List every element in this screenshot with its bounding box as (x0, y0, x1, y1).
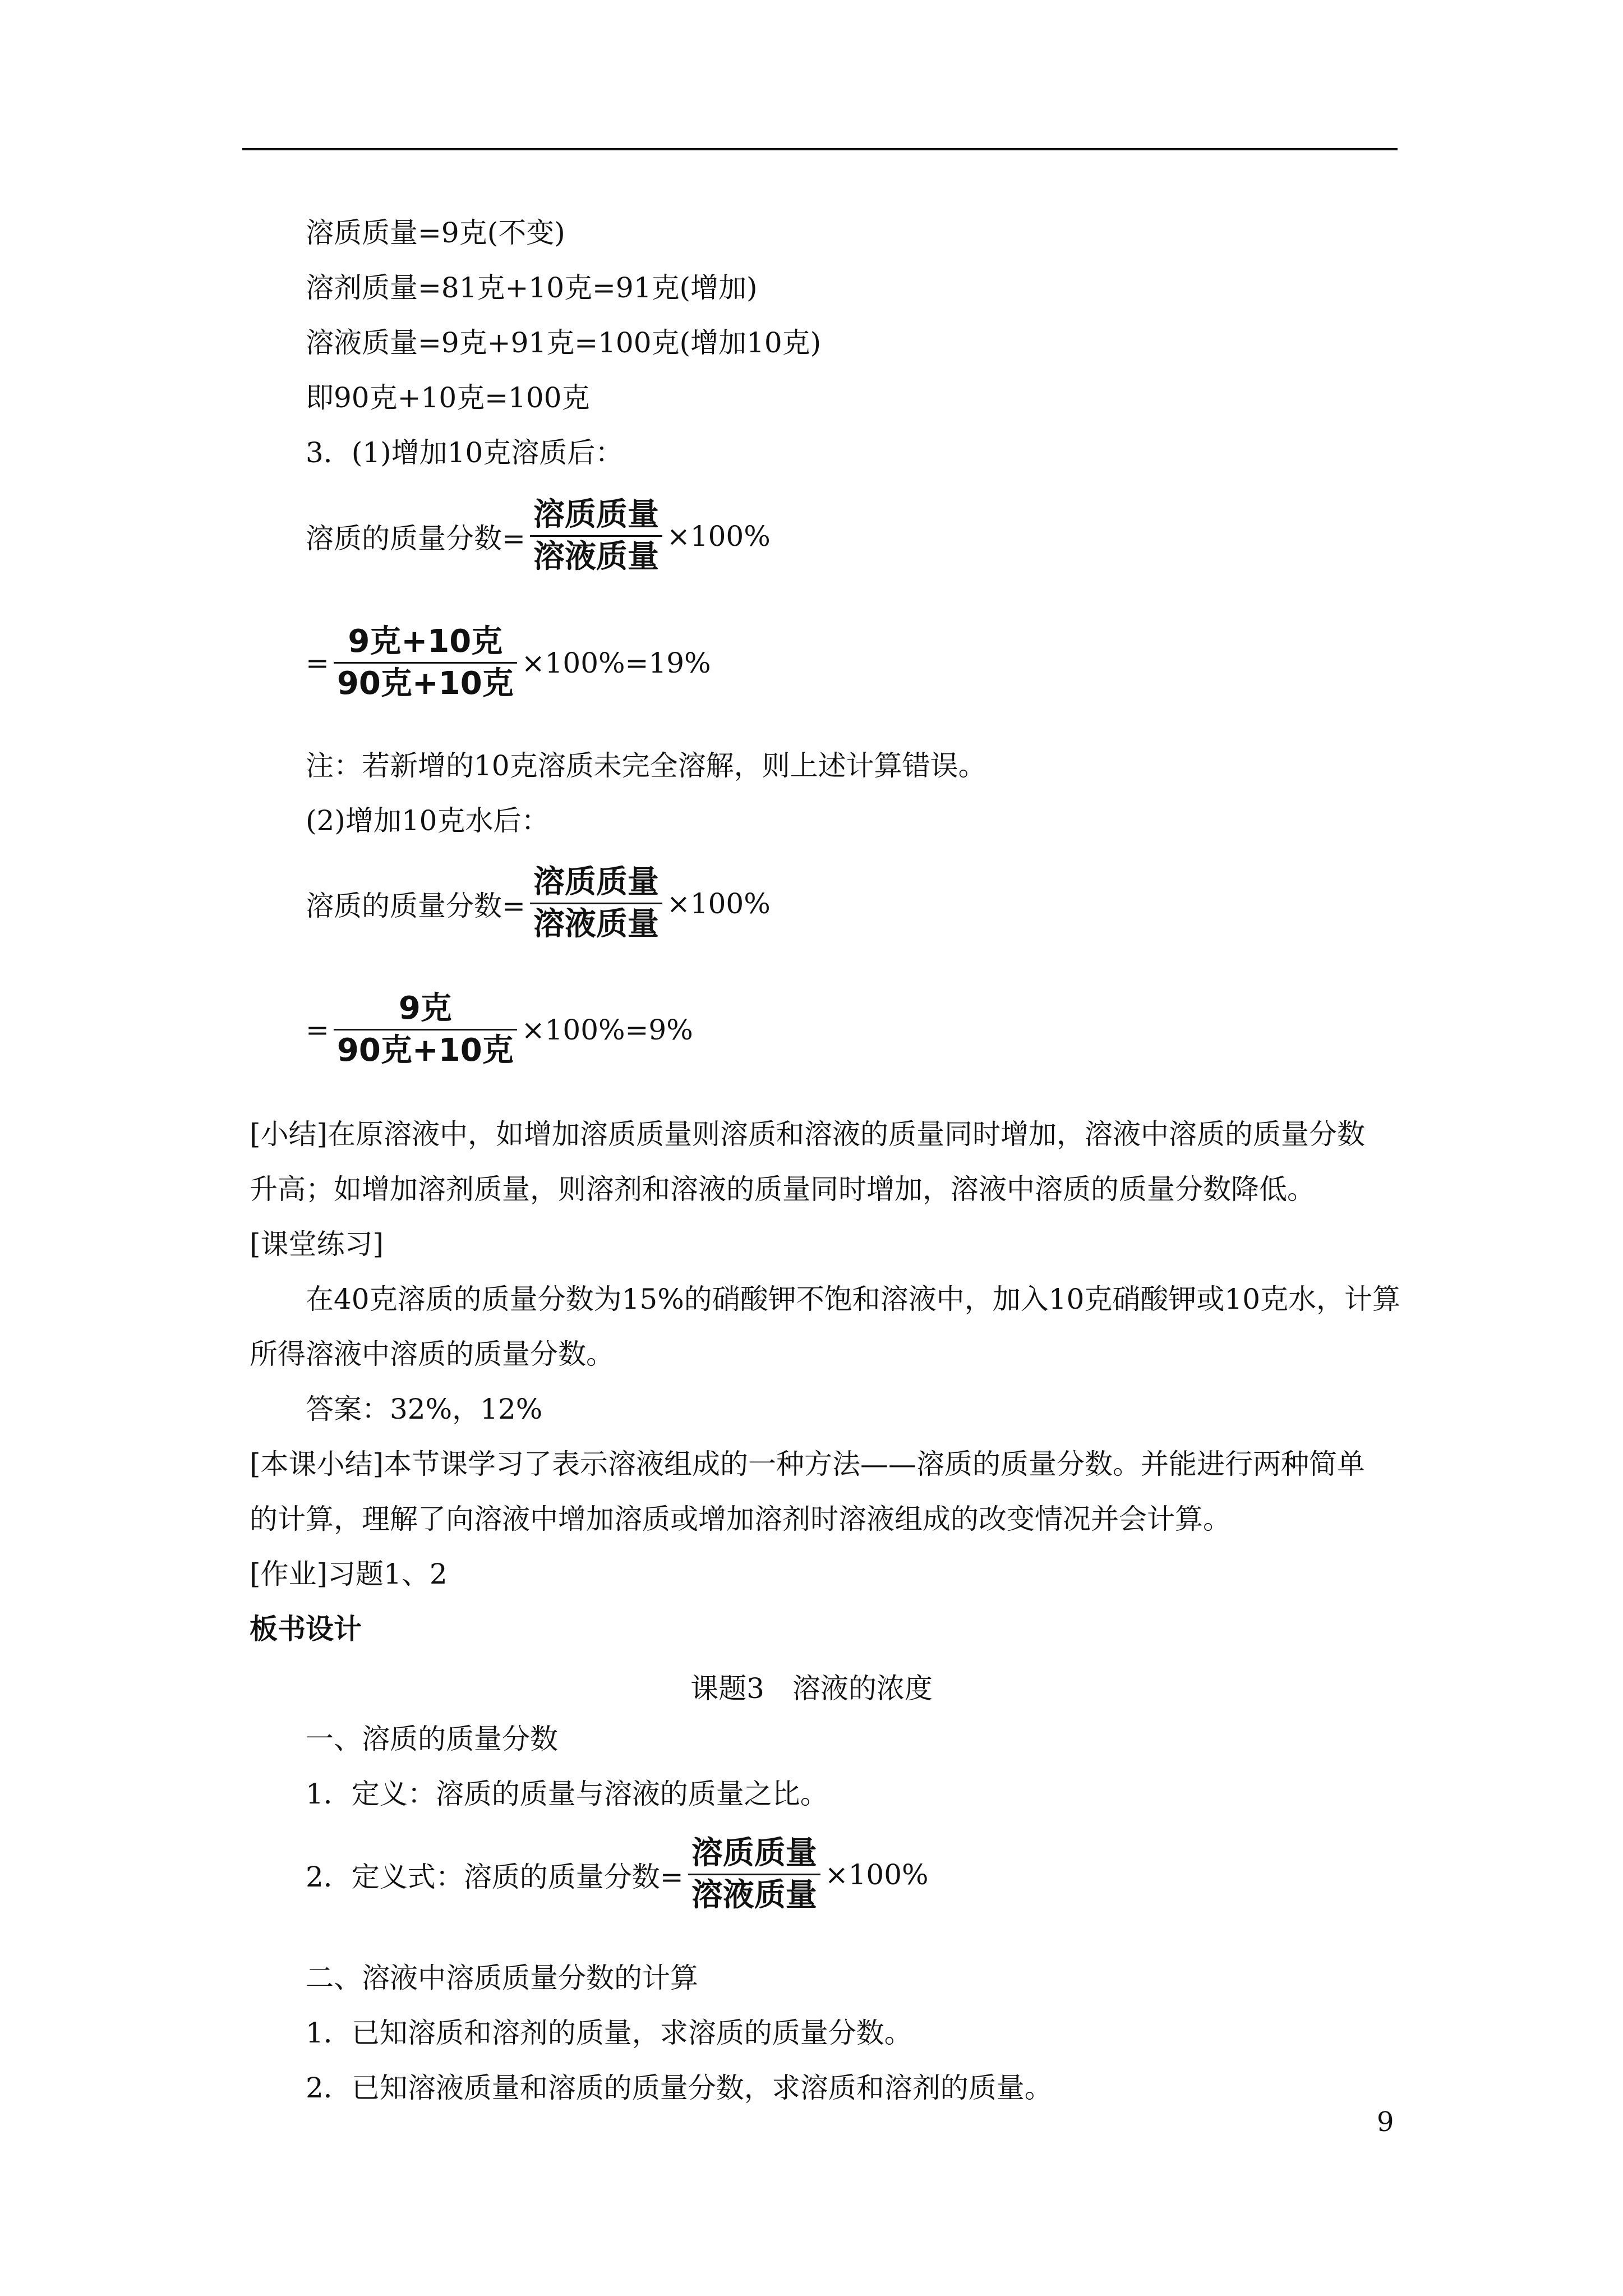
board-heading: 课题3 溶液的浓度 (690, 1672, 933, 1705)
numerator: 9克+10克 (348, 623, 503, 660)
formula-suffix: ×100% (824, 1858, 929, 1891)
numerator: 9克 (398, 990, 452, 1027)
formula-suffix: ×100%=19% (521, 646, 711, 679)
numerator: 溶质质量 (533, 496, 659, 533)
denominator: 溶液质量 (691, 1877, 817, 1913)
fraction (530, 862, 662, 945)
fraction (688, 1833, 820, 1916)
formula-definition-3 (306, 1833, 929, 1916)
lesson-summary-1: [本课小结]本节课学习了表示溶液组成的一种方法——溶质的质量分数。并能进行两种简单 (250, 1448, 1366, 1480)
board-item-1: 一、溶质的质量分数 (306, 1723, 558, 1755)
summary-line-2: 升高；如增加溶剂质量，则溶剂和溶液的质量同时增加，溶液中溶质的质量分数降低。 (250, 1173, 1315, 1205)
solvent-mass-line: 溶剂质量=81克+10克=91克(增加) (306, 272, 758, 304)
note-line: 注：若新增的10克溶质未完全溶解，则上述计算错误。 (306, 749, 986, 782)
denominator: 90克+10克 (336, 665, 514, 702)
board-design-title: 板书设计 (250, 1612, 362, 1645)
solute-mass-line: 溶质质量=9克(不变) (306, 217, 565, 249)
formula-prefix: 溶质的质量分数= (306, 522, 525, 555)
board-item-definition: 1．定义：溶质的质量与溶液的质量之比。 (306, 1778, 828, 1810)
solution-mass-line: 溶液质量=9克+91克=100克(增加10克) (306, 326, 822, 359)
numerator: 溶质质量 (691, 1835, 817, 1871)
denominator: 溶液质量 (533, 906, 659, 942)
sum-line: 即90克+10克=100克 (306, 381, 590, 414)
lesson-summary-2: 的计算，理解了向溶液中增加溶质或增加溶剂时溶液组成的改变情况并会计算。 (250, 1503, 1231, 1535)
denominator: 溶液质量 (533, 539, 659, 575)
question-3-1: 3．(1)增加10克溶质后： (306, 436, 624, 469)
practice-line-2: 所得溶液中溶质的质量分数。 (250, 1338, 614, 1370)
formula-definition-2 (306, 862, 771, 945)
formula-suffix: ×100% (666, 519, 771, 553)
formula-prefix: = (306, 1013, 329, 1046)
fraction (334, 988, 517, 1071)
homework-line: [作业]习题1、2 (250, 1558, 448, 1590)
header-rule (242, 148, 1398, 150)
numerator: 溶质质量 (533, 864, 659, 900)
formula-prefix: 2．定义式：溶质的质量分数= (306, 1860, 684, 1893)
formula-suffix: ×100% (666, 887, 771, 920)
formula-calc-9 (306, 988, 693, 1071)
summary-line-1: [小结]在原溶液中，如增加溶质质量则溶质和溶液的质量同时增加，溶液中溶质的质量分数 (250, 1118, 1366, 1151)
board-item-calc-1: 1．已知溶质和溶剂的质量，求溶质的质量分数。 (306, 2017, 912, 2049)
formula-suffix: ×100%=9% (521, 1013, 693, 1046)
answer-line: 答案：32%，12% (306, 1393, 543, 1425)
formula-prefix: = (306, 646, 329, 679)
formula-calc-19 (306, 622, 711, 704)
denominator: 90克+10克 (336, 1032, 514, 1069)
board-item-calc-2: 2．已知溶液质量和溶质的质量分数，求溶质和溶剂的质量。 (306, 2072, 1053, 2104)
practice-title: [课堂练习] (250, 1228, 384, 1260)
fraction (334, 622, 517, 704)
fraction (530, 495, 662, 577)
page-number: 9 (1377, 2106, 1394, 2138)
formula-prefix: 溶质的质量分数= (306, 889, 525, 922)
question-3-2: (2)增加10克水后： (306, 804, 550, 837)
formula-definition-1 (306, 495, 771, 577)
board-item-2: 二、溶液中溶质质量分数的计算 (306, 1962, 698, 1994)
practice-line-1: 在40克溶质的质量分数为15%的硝酸钾不饱和溶液中，加入10克硝酸钾或10克水，计算 (306, 1283, 1401, 1315)
